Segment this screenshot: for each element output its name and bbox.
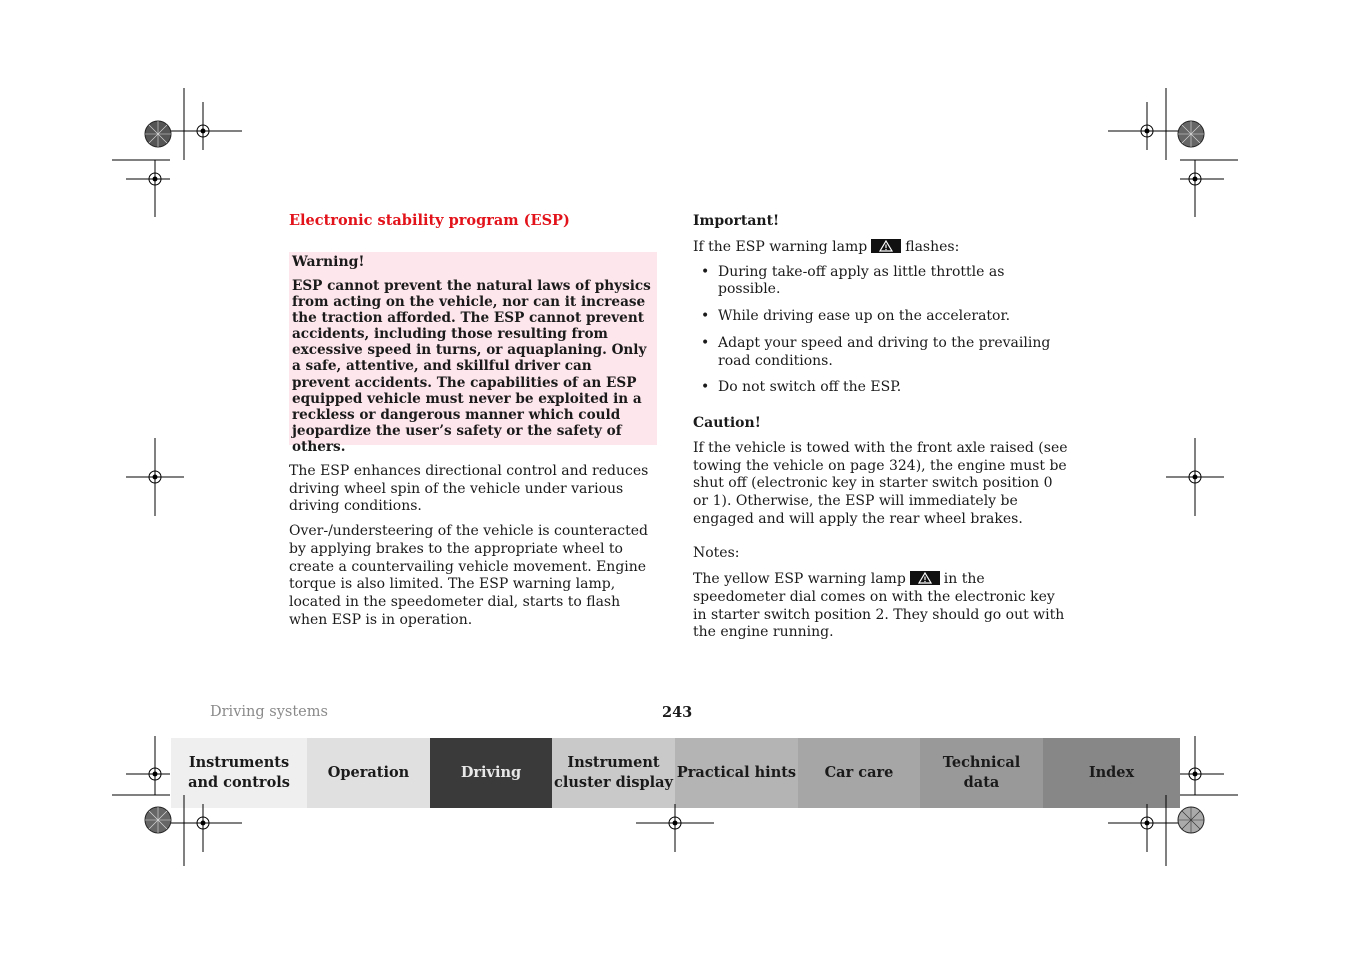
list-item: • During take-off apply as little throttle as possible. — [693, 264, 1068, 299]
warning-body: ESP cannot prevent the natural laws of physics from acting on the vehicle, nor can it increase the traction afforded. The ESP cannot prevent accidents, including those resulting from excessive speed in turns, or aquaplaning. Only a safe, attentive, and skillful driver can prevent accidents. The capabilities of an ESP equipped vehicle must never be exploited in a reckless or dangerous manner which could jeopardize the user’s safety or the safety of others. — [292, 278, 651, 455]
tab-instruments-and-controls[interactable]: Instruments and controls — [171, 738, 307, 808]
paragraph: The ESP enhances directional control and reduces driving wheel spin of the vehicle under various driving conditions. — [289, 463, 649, 515]
list-item: • While driving ease up on the accelerator. — [693, 308, 1068, 326]
paragraph: Over-/understeering of the vehicle is counteracted by applying brakes to the appropriate wheel to create a countervailing vehicle movement. Engine torque is also limited. The ESP warning lamp, located in the speedometer dial, starts to flash when ESP is in operation. — [289, 523, 649, 628]
tab-technical-data[interactable]: Technical data — [920, 738, 1043, 808]
tab-instrument-cluster-display[interactable]: Instrument cluster display — [552, 738, 675, 808]
tab-car-care[interactable]: Car care — [798, 738, 920, 808]
notes-title: Notes: — [693, 545, 740, 562]
page-number: 243 — [662, 704, 693, 721]
list-item: • Adapt your speed and driving to the prevailing road conditions. — [693, 335, 1068, 370]
important-intro: If the ESP warning lamp flashes: — [693, 239, 960, 255]
tab-index[interactable]: Index — [1043, 738, 1180, 808]
section-heading: Electronic stability program (ESP) — [289, 212, 570, 229]
tab-operation[interactable]: Operation — [307, 738, 430, 808]
tab-driving[interactable]: Driving — [430, 738, 552, 808]
important-title: Important! — [693, 213, 780, 229]
caution-body: If the vehicle is towed with the front axle raised (see towing the vehicle on page 324), the engine must be shut off (electronic key in starter switch position 0 or 1). Otherwise, the ESP will immediately be engaged and will apply the rear wheel brakes. — [693, 439, 1068, 527]
caution-title: Caution! — [693, 414, 761, 431]
tab-practical-hints[interactable]: Practical hints — [675, 738, 798, 808]
footer-section-label: Driving systems — [210, 704, 328, 720]
notes-body: The yellow ESP warning lamp in the speedometer dial comes on with the electronic key in starter switch position 2. They should go out with the engine running. — [693, 571, 1065, 641]
warning-title: Warning! — [292, 254, 365, 270]
list-item: • Do not switch off the ESP. — [693, 379, 1068, 397]
